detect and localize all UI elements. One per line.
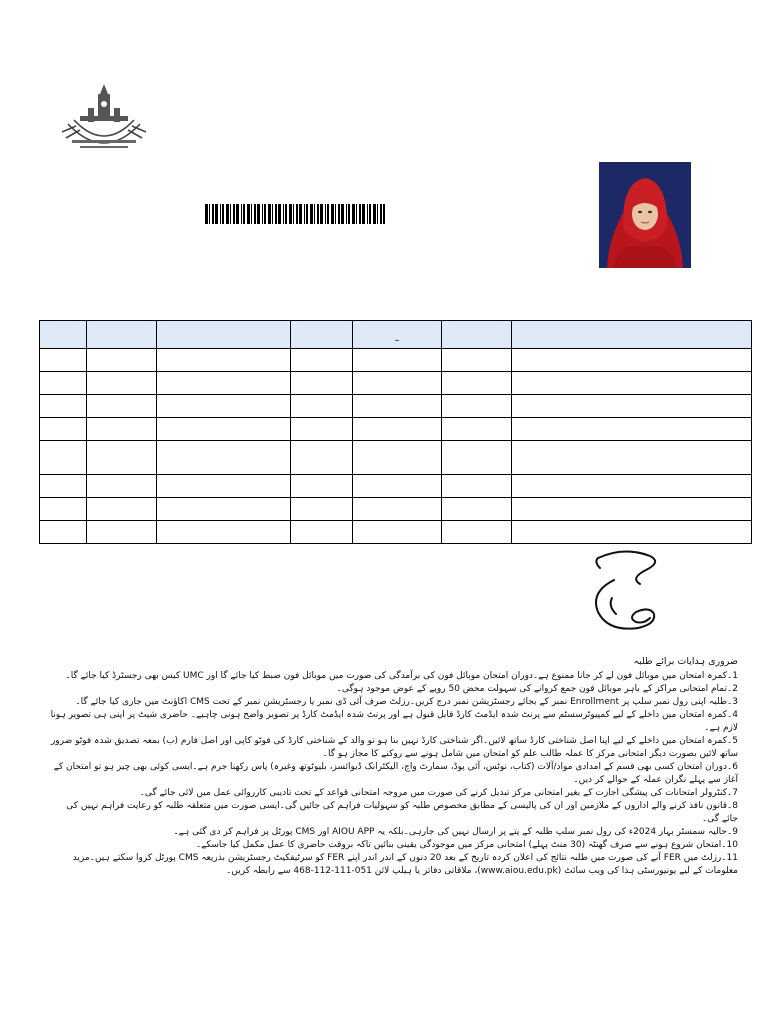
instruction-item: 3۔طلبہ اپنی رول نمبر سلپ پر Enrollment نمبر کے بجائے رجسٹریشن نمبر درج کریں۔رزلٹ صرف آئی ڈی نمبر یا رجسٹریشن نمبر کے تحت CMS اکاؤنٹ میں جاری کیا جائے گا۔ (75, 697, 738, 707)
barcode-bar (325, 204, 326, 224)
table-cell (353, 372, 442, 395)
table-cell (157, 349, 291, 372)
table-cell (442, 521, 512, 544)
instruction-item: 10۔امتحان شروع ہونے سے صرف گھنٹہ (30 منٹ پہلے) امتحانی مرکز میں موجودگی یقینی بنائیں تاکہ بروقت حاضری کا عمل مکمل کیا جاسکے۔ (195, 840, 738, 850)
handwritten-signature (584, 548, 664, 640)
barcode-bar (268, 204, 271, 224)
table-cell (353, 498, 442, 521)
instruction-item: 7۔کنٹرولر امتحانات کی پیشگی اجازت کے بغیر امتحانی مرکز تبدیل کرنے کی صورت میں مروجہ امتحانی قواعد کے تحت تادیبی کارروائی عمل میں لائی جائے گی۔ (139, 788, 738, 798)
barcode-bar (380, 204, 382, 224)
table-cell (87, 441, 157, 475)
header-cell (353, 321, 442, 349)
table-cell (157, 395, 291, 418)
table-cell (157, 418, 291, 441)
header-dash: – (394, 335, 400, 346)
table-row (40, 418, 752, 441)
barcode-bar (327, 204, 329, 224)
barcode-bar (272, 204, 273, 224)
student-photo (599, 162, 691, 268)
table-cell (87, 521, 157, 544)
barcode-bar (356, 204, 357, 224)
barcode-bar (236, 204, 239, 224)
table-cell (512, 349, 752, 372)
barcode-bar (254, 204, 256, 224)
header-cell (442, 321, 512, 349)
table-cell (291, 418, 353, 441)
table-cell (353, 418, 442, 441)
table-cell (353, 349, 442, 372)
table-cell (291, 372, 353, 395)
barcode-bar (362, 204, 365, 224)
barcode-bar (233, 204, 235, 224)
table-cell (40, 372, 87, 395)
table-cell (442, 441, 512, 475)
barcode-bar (222, 204, 224, 224)
barcode-bar (251, 204, 252, 224)
instructions-title: ضروری ہدایات برائے طلبہ (633, 656, 738, 667)
header-cell (291, 321, 353, 349)
barcode-bar (220, 204, 221, 224)
table-row (40, 349, 752, 372)
table-cell (291, 475, 353, 498)
barcode-bar (369, 204, 371, 224)
table-cell (512, 475, 752, 498)
barcode-icon (205, 204, 385, 224)
instruction-item: 4۔کمرہ امتحان میں داخلے کے لیے کمپیوٹرسسٹم سے پرنٹ شدہ ایڈمٹ کارڈ قابل قبول ہے اور پرنٹ شدہ ایڈمٹ کارڈ پر تصویر واضح ہونی چاہیے۔ حاضری شیٹ پر اپنی ہی تصویر ہونا لازم ہے۔ (50, 710, 738, 733)
barcode-bar (205, 204, 208, 224)
instruction-item: 8۔قانون نافذ کرنے والے اداروں کے ملازمین اور ان کی پالیسی کے مطابق مخصوص طلبہ کو سہولیات فراہم کی جائیں گی۔ایسی صورت میں متعلقہ طلبہ کو رعایت فراہم نہیں کی جائے گی۔ (66, 801, 738, 824)
table-cell (291, 441, 353, 475)
table-cell (442, 372, 512, 395)
table-cell (353, 395, 442, 418)
table-cell (87, 372, 157, 395)
barcode-bar (212, 204, 214, 224)
barcode-bar (257, 204, 260, 224)
barcode-bar (346, 204, 347, 224)
table-cell (87, 418, 157, 441)
instructions-section (48, 655, 738, 878)
barcode-bar (383, 204, 385, 224)
barcode-bar (215, 204, 218, 224)
table-cell (157, 372, 291, 395)
table-cell (442, 349, 512, 372)
table-cell (442, 475, 512, 498)
instruction-item: 2۔تمام امتحانی مراکز کے باہر موبائل فون جمع کروانے کی سہولت محض 50 روپے کے عوض موجود ہوگی۔ (336, 684, 738, 694)
table-cell (291, 395, 353, 418)
table-cell (157, 441, 291, 475)
barcode-bar (377, 204, 378, 224)
barcode-bar (338, 204, 340, 224)
barcode-bar (283, 204, 284, 224)
barcode-bar (304, 204, 305, 224)
barcode-bar (262, 204, 263, 224)
barcode-bar (230, 204, 231, 224)
table-cell (87, 349, 157, 372)
barcode-bar (320, 204, 323, 224)
table-cell (87, 498, 157, 521)
table-row (40, 441, 752, 475)
table-cell (442, 498, 512, 521)
barcode-bar (331, 204, 334, 224)
table-cell (157, 475, 291, 498)
header-cell (157, 321, 291, 349)
table-cell (40, 441, 87, 475)
barcode-bar (226, 204, 229, 224)
table-cell (87, 395, 157, 418)
table-cell (442, 418, 512, 441)
header-cell (512, 321, 752, 349)
barcode-bar (293, 204, 294, 224)
instruction-item: 11۔رزلٹ میں FER آنے کی صورت میں طلبہ نتائج کی اعلان کردہ تاریخ کے بعد 20 دنوں کے اندر اندر اپنے FER کو سرٹیفکیٹ رجسٹریشن بذریعہ CMS پورٹل کروا سکتے ہیں۔مزید معلومات کے لیے یونیورسٹی ہذا کی ویب سائٹ (www.aiou.edu.pk)، ملاقاتی دفاتر یا ہیلپ لائن 051-111-112-468 سے رابطہ کریں۔ (72, 853, 738, 876)
table-cell (442, 395, 512, 418)
table-cell (40, 475, 87, 498)
barcode-bar (243, 204, 245, 224)
barcode-bar (373, 204, 376, 224)
table-cell (87, 475, 157, 498)
table-row (40, 475, 752, 498)
instruction-item: 9۔حالیہ سمسٹر بہار 2024ء کی رول نمبر سلپ طلبہ کے پتے پر ارسال نہیں کی جارہی۔بلکہ یہ AIOU APP اور CMS پورٹل پر فراہم کر دی گئی ہے۔ (173, 827, 738, 837)
barcode-bar (289, 204, 292, 224)
table-cell (291, 349, 353, 372)
table-cell (291, 498, 353, 521)
table-cell (512, 498, 752, 521)
table-cell (353, 475, 442, 498)
instruction-item: 5۔کمرہ امتحان میں داخلے کے لیے اپنا اصل شناختی کارڈ ساتھ لائیں۔اگر شناختی کارڈ نہیں بنا ہو تو والد کے شناختی کارڈ کی فوٹو کاپی اور اصل فارم (ب) بمعہ تصدیق شدہ فوٹو ضرور ساتھ لائیں بصورت دیگر امتحانی مرکز کا عملہ طالب علم کو امتحان میں شامل ہونے سے روکنے کا مجاز ہو گا۔ (50, 736, 738, 759)
table-cell (40, 418, 87, 441)
barcode-bar (310, 204, 313, 224)
table-cell (353, 521, 442, 544)
barcode-bar (285, 204, 287, 224)
university-logo (58, 80, 150, 160)
table-cell (291, 521, 353, 544)
barcode-bar (306, 204, 308, 224)
barcode-bar (275, 204, 277, 224)
table-row (40, 498, 752, 521)
roll-number-table (39, 320, 752, 544)
table-cell (40, 521, 87, 544)
table-row (40, 372, 752, 395)
table-row (40, 395, 752, 418)
barcode-bar (241, 204, 242, 224)
table-cell (512, 418, 752, 441)
barcode-bar (335, 204, 336, 224)
table-cell (512, 372, 752, 395)
barcode-bar (341, 204, 344, 224)
barcode-bar (296, 204, 298, 224)
table-row (40, 521, 752, 544)
instruction-item: 6۔دوران امتحان کسی بھی قسم کے امدادی مواد/آلات (کتاب، نوٹس، آئی پوڈ، سمارٹ واچ، الیکٹرانک ڈیوائسز، بلیوٹوتھ وغیرہ) پاس رکھنا جرم ہے۔ایسی کوئی بھی چیز ہو تو امتحان کے آغاز سے پہلے نگران عملہ کے حوالے کر دیں۔ (53, 762, 738, 785)
table-cell (157, 521, 291, 544)
barcode-bar (247, 204, 250, 224)
barcode-bar (348, 204, 350, 224)
table-cell (40, 349, 87, 372)
barcode-bar (352, 204, 355, 224)
table-cell (40, 498, 87, 521)
barcode-bar (314, 204, 315, 224)
table-header-row (40, 321, 752, 349)
barcode-bar (209, 204, 210, 224)
barcode-bar (367, 204, 368, 224)
table-cell (512, 521, 752, 544)
table-cell (157, 498, 291, 521)
barcode-bar (299, 204, 302, 224)
table-cell (353, 441, 442, 475)
instruction-item: 1۔کمرہ امتحان میں موبائل فون لے کر جانا ممنوع ہے۔دوران امتحان موبائل فون کی برآمدگی کی صورت میں موبائل فون ضبط کیا جائے گا اور UMC کیس بھی رجسٹرڈ کیا جائے گا۔ (65, 671, 738, 681)
barcode-bar (317, 204, 319, 224)
barcode-bar (359, 204, 361, 224)
table-cell (512, 395, 752, 418)
header-cell (87, 321, 157, 349)
barcode-bar (264, 204, 266, 224)
table-cell (512, 441, 752, 475)
table-cell (40, 395, 87, 418)
barcode-bar (278, 204, 281, 224)
header-cell (40, 321, 87, 349)
